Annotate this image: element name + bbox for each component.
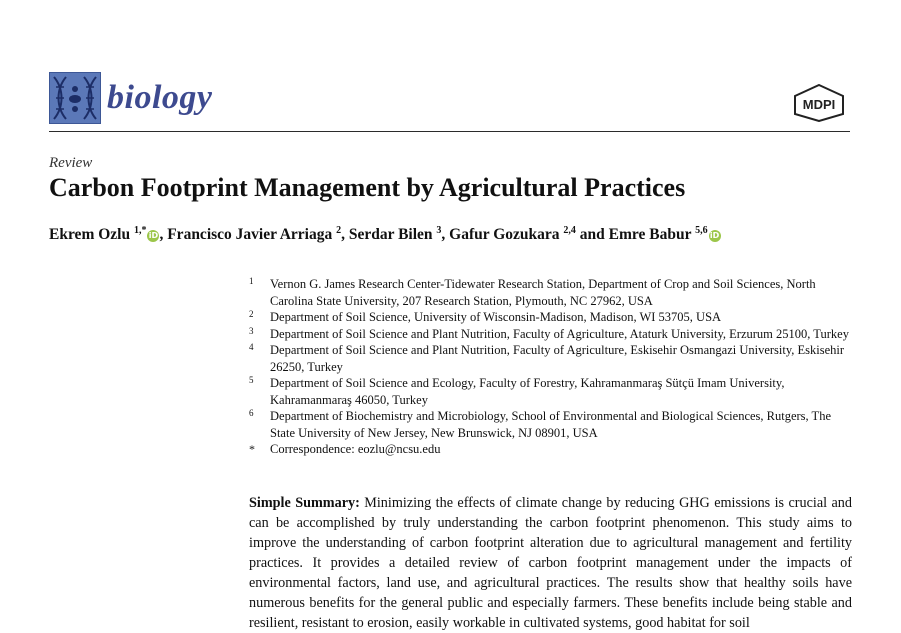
author-name[interactable]: Serdar Bilen — [348, 226, 433, 244]
author-name[interactable]: Emre Babur — [608, 226, 692, 244]
affiliation-list — [249, 276, 854, 458]
article-title: Carbon Footprint Management by Agricultural Practices — [49, 173, 686, 202]
affiliation-text: Department of Soil Science and Plant Nutrition, Faculty of Agriculture, Eskisehir Osmangazi University, Eskisehir 26250, Turkey — [270, 343, 845, 374]
simple-summary-label: Simple Summary: — [249, 495, 360, 511]
author-name[interactable]: Gafur Gozukara — [449, 226, 560, 244]
affiliation-text: Department of Soil Science and Plant Nutrition, Faculty of Agriculture, Ataturk University, Erzurum 25100, Turkey — [270, 326, 849, 341]
author-name[interactable]: Ekrem Ozlu — [49, 226, 131, 244]
correspondence-marker: * — [249, 442, 255, 456]
author-affil-marker: 1,* — [133, 225, 147, 236]
correspondence-item — [249, 441, 854, 458]
orcid-icon[interactable]: iD — [709, 231, 720, 241]
affiliation-item — [249, 408, 854, 441]
author-affil-marker: 3 — [436, 225, 442, 236]
affiliation-text: Vernon G. James Research Center-Tidewater Research Station, Department of Crop and Soil Sciences, North Carolina State University, 207 Research Station, Plymouth, NC 27962, USA — [270, 277, 816, 308]
author-affil-marker: 2 — [336, 225, 342, 236]
affiliation-marker: 5 — [249, 375, 254, 385]
journal-logo-icon — [49, 72, 101, 124]
affiliation-marker: 3 — [249, 325, 254, 336]
author-name[interactable]: Francisco Javier Arriaga — [167, 226, 333, 244]
author-conjunction: and — [579, 226, 605, 244]
affiliation-marker: 4 — [249, 342, 254, 352]
author-affil-marker: 2,4 — [563, 225, 576, 236]
affiliation-item — [249, 326, 854, 343]
journal-name: biology — [107, 79, 213, 116]
header-rule — [49, 131, 850, 132]
mdpi-logo-text: MDPI — [802, 97, 836, 112]
mdpi-logo-icon — [788, 84, 850, 122]
affiliation-marker: 1 — [249, 276, 254, 286]
author-affil-marker: 5,6 — [695, 225, 708, 236]
affiliation-item — [249, 276, 854, 309]
simple-summary — [249, 493, 852, 633]
affiliation-text: Department of Soil Science and Ecology, Faculty of Forestry, Kahramanmaraş Sütçü Imam University, Kahramanmaraş 46050, Turkey — [270, 376, 785, 407]
simple-summary-text: Minimizing the effects of climate change by reducing GHG emissions is crucial and can be accomplished by truly understanding the carbon footprint phenomenon. This study aims to improve the understanding of carbon footprint alteration due to agricultural management and fertility practices. It provides a detailed review of carbon footprint management under the impacts of environmental factors, land use, and agricultural practices. The results show that healthy soils have numerous benefits for the general public and especially farmers. These benefits include being stable and resilient, resistant to erosion, easily workable in cultivated systems, good habitat for soil — [249, 495, 852, 631]
article-type: Review — [49, 155, 93, 171]
affiliation-marker: 6 — [249, 408, 254, 418]
affiliation-item — [249, 342, 854, 375]
affiliation-text: Department of Biochemistry and Microbiology, School of Environmental and Biological Sciences, Rutgers, The State University of New Jersey, New Brunswick, NJ 08901, USA — [270, 409, 831, 440]
affiliation-text: Department of Soil Science, University of Wisconsin-Madison, Madison, WI 53705, USA — [270, 310, 722, 324]
correspondence-text[interactable]: Correspondence: eozlu@ncsu.edu — [270, 442, 441, 456]
affiliation-item — [249, 309, 854, 326]
author-list: Ekrem Ozlu $^{1,*}$ iD, Francisco Javier Arriaga $^2$, Serdar Bilen $^3$, Gafur Gozukara $^{2,4}$ and Emre Babur $^{5,6}$ iD — [49, 225, 720, 244]
orcid-icon[interactable]: iD — [148, 231, 159, 241]
journal-header — [49, 72, 850, 132]
affiliation-item — [249, 375, 854, 408]
affiliation-marker: 2 — [249, 309, 254, 319]
